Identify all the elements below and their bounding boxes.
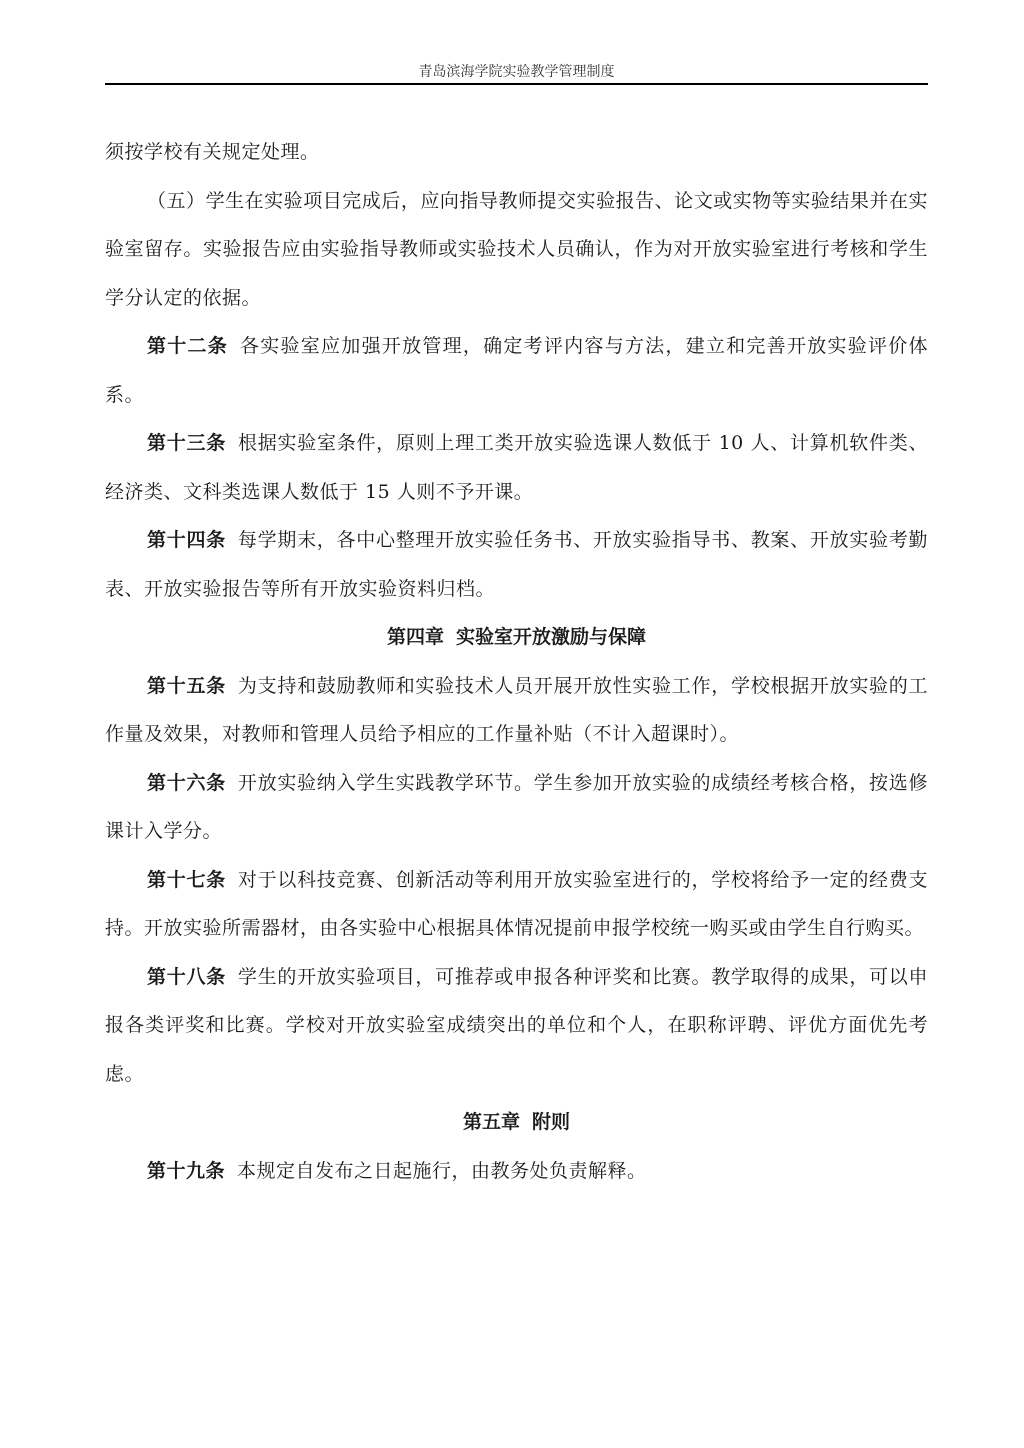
article-15	[105, 662, 928, 759]
document-body	[105, 128, 928, 1195]
header-divider	[105, 83, 928, 85]
article-text: 为支持和鼓励教师和实验技术人员开展开放性实验工作，学校根据开放实验的工作量及效果，对教师和管理人员给予相应的工作量补贴（不计入超课时）。	[105, 674, 928, 745]
article-text: 学生的开放实验项目，可推荐或申报各种评奖和比赛。教学取得的成果，可以申报各类评奖和比赛。学校对开放实验室成绩突出的单位和个人，在职称评聘、评优方面优先考虑。	[105, 965, 928, 1085]
paragraph-item-5: （五）学生在实验项目完成后，应向指导教师提交实验报告、论文或实物等实验结果并在实验室留存。实验报告应由实验指导教师或实验技术人员确认，作为对开放实验室进行考核和学生学分认定的依据。	[105, 189, 928, 309]
article-number: 第十九条	[147, 1159, 226, 1182]
chapter-title: 实验室开放激励与保障	[456, 626, 647, 648]
article-text: 每学期末，各中心整理开放实验任务书、开放实验指导书、教案、开放实验考勤表、开放实验报告等所有开放实验资料归档。	[105, 529, 928, 600]
article-16	[105, 759, 928, 856]
chapter-title: 附则	[532, 1111, 571, 1133]
article-14	[105, 516, 928, 613]
article-text: 对于以科技竞赛、创新活动等利用开放实验室进行的，学校将给予一定的经费支持。开放实验所需器材，由各实验中心根据具体情况提前申报学校统一购买或由学生自行购买。	[105, 868, 928, 939]
article-number: 第十七条	[147, 868, 226, 891]
article-17	[105, 856, 928, 953]
article-number: 第十四条	[147, 529, 226, 551]
chapter-5-heading	[105, 1098, 928, 1147]
article-12	[105, 322, 928, 419]
article-number: 第十三条	[147, 432, 226, 454]
paragraph-continuation: 须按学校有关规定处理。	[105, 141, 320, 163]
article-13	[105, 419, 928, 516]
article-number: 第十八条	[147, 965, 226, 988]
article-19	[105, 1147, 928, 1196]
article-text: 开放实验纳入学生实践教学环节。学生参加开放实验的成绩经考核合格，按选修课计入学分。	[105, 771, 928, 842]
chapter-4-heading	[105, 613, 928, 662]
article-text: 各实验室应加强开放管理，确定考评内容与方法，建立和完善开放实验评价体系。	[105, 335, 928, 406]
article-number: 第十五条	[147, 674, 226, 697]
article-text: 本规定自发布之日起施行，由教务处负责解释。	[237, 1159, 647, 1182]
chapter-number: 第五章	[462, 1111, 520, 1133]
page-header-title: 青岛滨海学院实验教学管理制度	[418, 64, 615, 80]
article-number: 第十六条	[147, 771, 226, 794]
chapter-number: 第四章	[386, 626, 444, 648]
article-18	[105, 953, 928, 1099]
article-number: 第十二条	[147, 335, 229, 357]
article-text: 根据实验室条件，原则上理工类开放实验选课人数低于 10 人、计算机软件类、经济类、文科类选课人数低于 15 人则不予开课。	[105, 432, 928, 503]
